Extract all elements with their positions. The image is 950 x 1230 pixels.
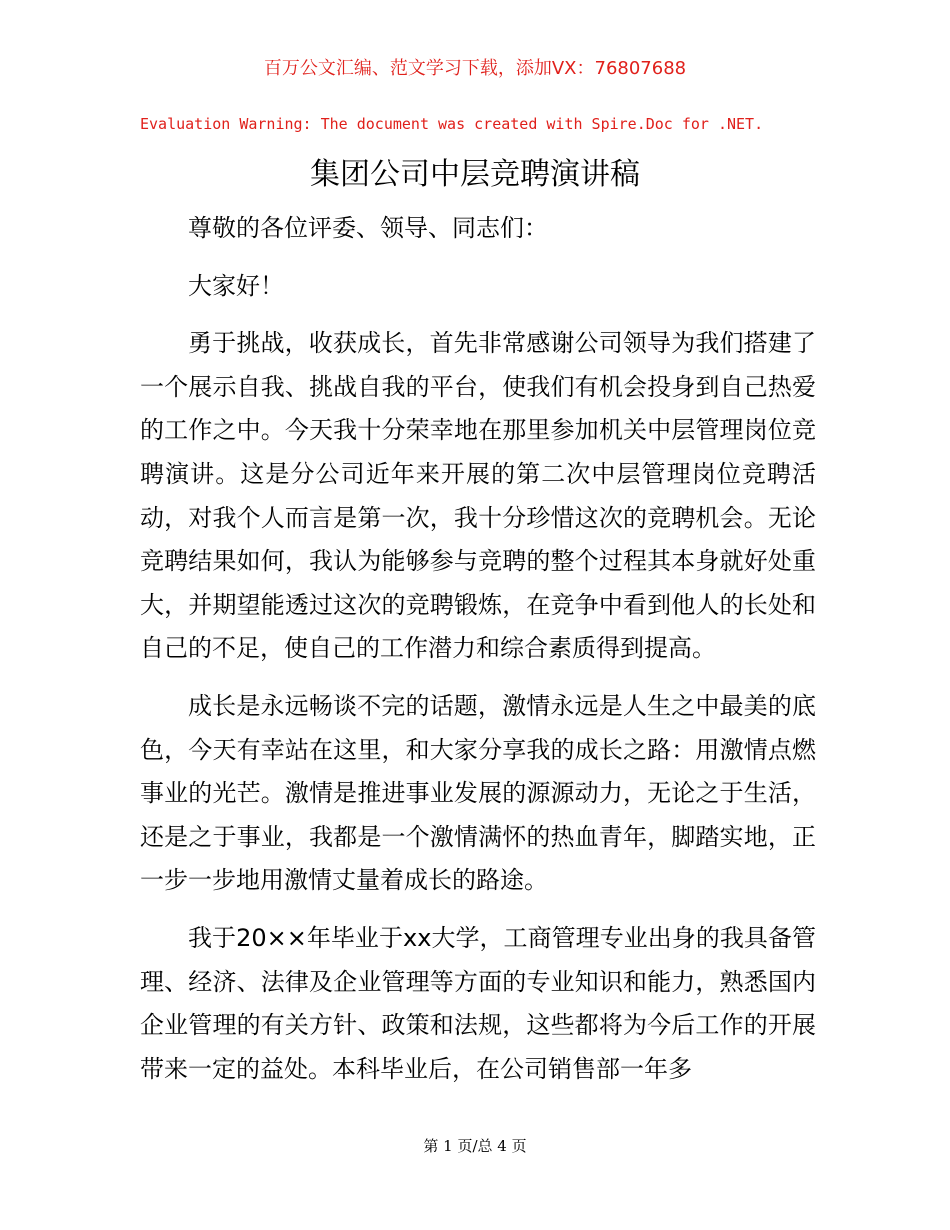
- document-title: 集团公司中层竞聘演讲稿: [310, 157, 640, 192]
- body-paragraph: 成长是永远畅谈不完的话题，激情永远是人生之中最美的底色，今天有幸站在这里，和大家分享我的成长之路：用激情点燃事业的光芒。激情是推进事业发展的源源动力，无论之于生活，还是之于事业，我都是一个激情满怀的热血青年，脚踏实地，正一步一步地用激情丈量着成长的路途。: [140, 691, 816, 895]
- greeting: 大家好！: [188, 271, 284, 300]
- body-paragraph: 勇于挑战，收获成长，首先非常感谢公司领导为我们搭建了一个展示自我、挑战自我的平台，使我们有机会投身到自己热爱的工作之中。今天我十分荣幸地在那里参加机关中层管理岗位竞聘演讲。这是分公司近年来开展的第二次中层管理岗位竞聘活动，对我个人而言是第一次，我十分珍惜这次的竞聘机会。无论竞聘结果如何，我认为能够参与竞聘的整个过程其本身就好处重大，并期望能透过这次的竞聘锻炼，在竞争中看到他人的长处和自己的不足，使自己的工作潜力和综合素质得到提高。: [140, 329, 816, 663]
- page-number-footer: 第 1 页/总 4 页: [423, 1137, 527, 1155]
- salutation: 尊敬的各位评委、领导、同志们：: [188, 214, 548, 242]
- promo-banner: 百万公文汇编、范文学习下载，添加VX：76807688: [263, 58, 687, 79]
- evaluation-warning: Evaluation Warning: The document was created with Spire.Doc for .NET.: [140, 115, 764, 133]
- document-body: [140, 207, 816, 1105]
- body-paragraph: 我于20××年毕业于xx大学，工商管理专业出身的我具备管理、经济、法律及企业管理等方面的专业知识和能力，熟悉国内企业管理的有关方针、政策和法规，这些都将为今后工作的开展带来一定的益处。本科毕业后，在公司销售部一年多: [140, 923, 816, 1083]
